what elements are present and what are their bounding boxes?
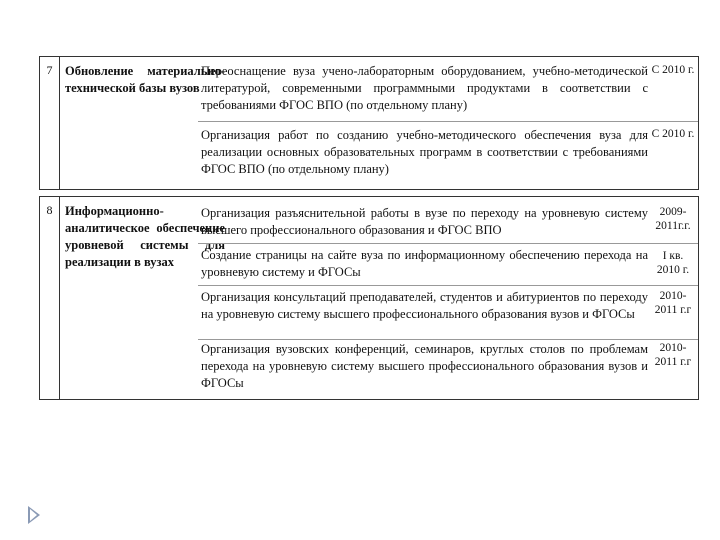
task-deadline: 2010-2011 г.г	[654, 290, 692, 316]
task-text: Организация консультаций преподавателей, студентов и абитуриентов по переходу на уровневую систему высшего профессионального образования вузов и ФГОСы	[201, 290, 648, 321]
task-deadline: С 2010 г.	[651, 64, 695, 76]
table-row-7	[39, 56, 699, 190]
task-text: Организация вузовских конференций, семинаров, круглых столов по проблемам перехода на уровневую систему высшего профессионального образования вузов и ФГОСы	[201, 342, 648, 390]
task-deadline: I кв. 2010 г.	[656, 250, 690, 276]
row-title: Обновление материально-технической базы вузов	[65, 64, 225, 95]
row-title: Информационно-аналитическое обеспечение уровневой системы для реализации в вузах	[65, 204, 225, 269]
task-deadline: 2009-2011г.г.	[655, 206, 691, 232]
table-row-8	[39, 196, 699, 400]
row-number: 7	[40, 57, 60, 189]
task-text: Организация разъяснительной работы в вузе по переходу на уровневую систему высшего профессионального образования и ФГОС ВПО	[201, 206, 648, 237]
next-slide-arrow-icon[interactable]	[28, 506, 40, 524]
task-text: Переоснащение вуза учено-лабораторным оборудованием, учебно-методической литературой, современными программными продуктами в соответствии с требованиями ФГОС ВПО (по отдельному плану)	[201, 64, 648, 112]
task-deadline: С 2010 г.	[651, 128, 695, 140]
row-divider	[198, 339, 698, 340]
row-number: 8	[40, 197, 60, 399]
task-text: Создание страницы на сайте вуза по информационному обеспечению перехода на уровневую систему и ФГОСы	[201, 248, 648, 279]
task-deadline: 2010-2011 г.г	[654, 342, 692, 368]
task-text: Организация работ по созданию учебно-методического обеспечения вуза для реализации основных образовательных программ в соответствии с требованиями ФГОС ВПО (по отдельному плану)	[201, 128, 648, 176]
row-divider	[198, 243, 698, 244]
row-divider	[198, 121, 698, 122]
row-divider	[198, 285, 698, 286]
